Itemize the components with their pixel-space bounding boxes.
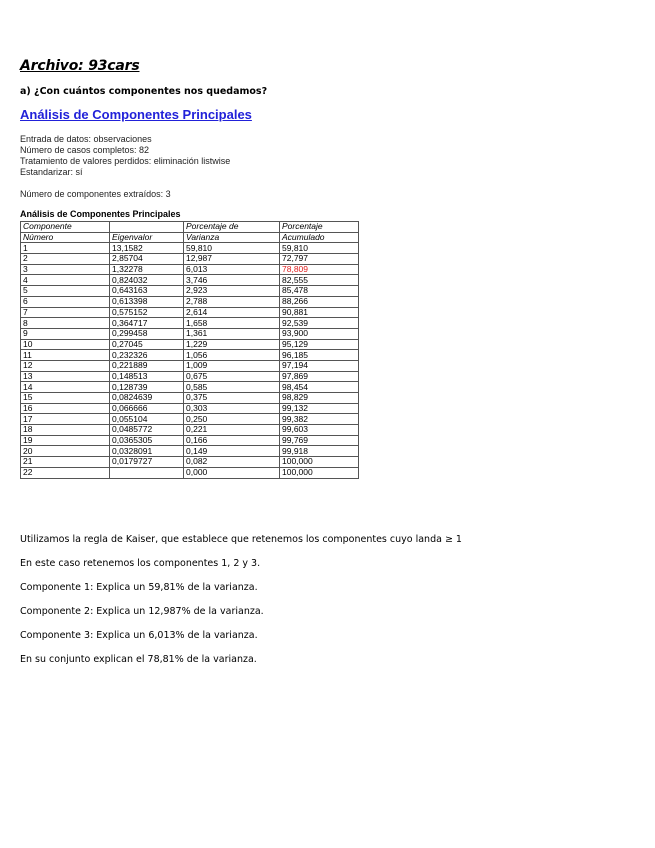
table-row — [21, 296, 359, 307]
table-cell: 2 — [21, 254, 110, 265]
components-extracted: Número de componentes extraídos: 3 — [20, 189, 171, 199]
meta-line-cases: Número de casos completos: 82 — [20, 145, 150, 155]
table-cell: 0,27045 — [110, 339, 184, 350]
table-cell: 7 — [21, 307, 110, 318]
retained-components-text: En este caso retenemos los componentes 1, 2 y 3. — [20, 558, 261, 569]
table-cell: 99,918 — [280, 446, 359, 457]
table-row — [21, 446, 359, 457]
table-cell: 98,829 — [280, 393, 359, 404]
table-cell: 3,746 — [184, 275, 280, 286]
table-cell: 3 — [21, 264, 110, 275]
table-cell: 0,824032 — [110, 275, 184, 286]
table-row — [21, 254, 359, 265]
table-cell: 19 — [21, 435, 110, 446]
table-cell: 15 — [21, 393, 110, 404]
table-row — [21, 243, 359, 254]
table-cell: 1,658 — [184, 318, 280, 329]
table-cell: 0,613398 — [110, 296, 184, 307]
table-cell: 9 — [21, 328, 110, 339]
table-cell — [110, 467, 184, 478]
table-row — [21, 264, 359, 275]
table-cell: 99,769 — [280, 435, 359, 446]
table-row — [21, 307, 359, 318]
table-cell: 1,009 — [184, 360, 280, 371]
meta-line-input: Entrada de datos: observaciones — [20, 134, 152, 144]
table-cell: 0,055104 — [110, 414, 184, 425]
table-cell: 16 — [21, 403, 110, 414]
component-2-text: Componente 2: Explica un 12,987% de la varianza. — [20, 606, 264, 617]
table-cell: 0,585 — [184, 382, 280, 393]
table-cell: 0,000 — [184, 467, 280, 478]
table-cell: 0,375 — [184, 393, 280, 404]
header-cell — [110, 222, 184, 233]
table-cell: 0,0824639 — [110, 393, 184, 404]
table-cell: 4 — [21, 275, 110, 286]
table-row — [21, 371, 359, 382]
meta-line-missing: Tratamiento de valores perdidos: eliminación listwise — [20, 156, 231, 166]
table-cell: 85,478 — [280, 286, 359, 297]
table-cell: 0,166 — [184, 435, 280, 446]
kaiser-rule-text: Utilizamos la regla de Kaiser, que establece que retenemos los componentes cuyo landa ≥ 1 — [20, 534, 462, 545]
table-cell: 99,132 — [280, 403, 359, 414]
table-cell: 0,575152 — [110, 307, 184, 318]
table-cell: 1,229 — [184, 339, 280, 350]
table-cell: 0,0485772 — [110, 425, 184, 436]
table-cell: 0,0365305 — [110, 435, 184, 446]
table-cell: 92,539 — [280, 318, 359, 329]
question-heading: a) ¿Con cuántos componentes nos quedamos? — [20, 86, 268, 97]
component-1-text: Componente 1: Explica un 59,81% de la varianza. — [20, 582, 258, 593]
file-title: Archivo: 93cars — [20, 58, 140, 74]
table-header-row — [21, 222, 359, 233]
table-cell: 22 — [21, 467, 110, 478]
table-row — [21, 286, 359, 297]
total-variance-text: En su conjunto explican el 78,81% de la varianza. — [20, 654, 257, 665]
table-cell: 0,149 — [184, 446, 280, 457]
header-cell: Eigenvalor — [110, 232, 184, 243]
table-row — [21, 350, 359, 361]
pca-table — [20, 221, 359, 479]
component-3-text: Componente 3: Explica un 6,013% de la varianza. — [20, 630, 258, 641]
table-row — [21, 403, 359, 414]
section-title-link[interactable]: Análisis de Componentes Principales — [20, 107, 252, 122]
table-cell: 6 — [21, 296, 110, 307]
table-cell: 0,643163 — [110, 286, 184, 297]
table-cell: 98,454 — [280, 382, 359, 393]
table-cell: 99,382 — [280, 414, 359, 425]
table-row — [21, 328, 359, 339]
table-cell: 6,013 — [184, 264, 280, 275]
table-cell: 12,987 — [184, 254, 280, 265]
table-cell: 8 — [21, 318, 110, 329]
table-row — [21, 318, 359, 329]
table-cell: 1,32278 — [110, 264, 184, 275]
table-cell: 2,788 — [184, 296, 280, 307]
table-row — [21, 382, 359, 393]
header-cell: Varianza — [184, 232, 280, 243]
table-row — [21, 457, 359, 468]
header-cell: Componente — [21, 222, 110, 233]
table-cell: 0,250 — [184, 414, 280, 425]
analysis-metadata — [20, 134, 230, 178]
table-cell: 5 — [21, 286, 110, 297]
header-cell: Acumulado — [280, 232, 359, 243]
table-cell: 0,221889 — [110, 360, 184, 371]
table-cell: 93,900 — [280, 328, 359, 339]
table-cell: 0,0179727 — [110, 457, 184, 468]
table-cell: 78,809 — [280, 264, 359, 275]
table-cell: 2,85704 — [110, 254, 184, 265]
table-cell: 0,232326 — [110, 350, 184, 361]
table-cell: 12 — [21, 360, 110, 371]
table-row — [21, 360, 359, 371]
table-cell: 0,066666 — [110, 403, 184, 414]
table-cell: 1 — [21, 243, 110, 254]
table-row — [21, 425, 359, 436]
table-title: Análisis de Componentes Principales — [20, 209, 181, 219]
table-cell: 96,185 — [280, 350, 359, 361]
table-cell: 2,923 — [184, 286, 280, 297]
table-cell: 0,082 — [184, 457, 280, 468]
table-cell: 100,000 — [280, 457, 359, 468]
table-row — [21, 339, 359, 350]
table-cell: 72,797 — [280, 254, 359, 265]
table-cell: 82,555 — [280, 275, 359, 286]
table-row — [21, 435, 359, 446]
table-cell: 100,000 — [280, 467, 359, 478]
header-cell: Porcentaje de — [184, 222, 280, 233]
table-cell: 97,869 — [280, 371, 359, 382]
table-cell: 97,194 — [280, 360, 359, 371]
table-cell: 0,221 — [184, 425, 280, 436]
table-cell: 18 — [21, 425, 110, 436]
table-cell: 0,128739 — [110, 382, 184, 393]
table-cell: 1,361 — [184, 328, 280, 339]
table-cell: 13,1582 — [110, 243, 184, 254]
table-cell: 95,129 — [280, 339, 359, 350]
table-header-row — [21, 232, 359, 243]
table-cell: 2,614 — [184, 307, 280, 318]
table-cell: 59,810 — [280, 243, 359, 254]
table-cell: 0,675 — [184, 371, 280, 382]
table-cell: 14 — [21, 382, 110, 393]
table-cell: 13 — [21, 371, 110, 382]
meta-line-standardize: Estandarizar: sí — [20, 167, 83, 177]
table-cell: 20 — [21, 446, 110, 457]
table-cell: 0,0328091 — [110, 446, 184, 457]
table-row — [21, 393, 359, 404]
header-cell: Número — [21, 232, 110, 243]
table-cell: 10 — [21, 339, 110, 350]
header-cell: Porcentaje — [280, 222, 359, 233]
table-cell: 17 — [21, 414, 110, 425]
table-cell: 59,810 — [184, 243, 280, 254]
table-row — [21, 275, 359, 286]
table-cell: 0,299458 — [110, 328, 184, 339]
table-row — [21, 467, 359, 478]
table-cell: 1,056 — [184, 350, 280, 361]
table-cell: 0,303 — [184, 403, 280, 414]
table-cell: 0,148513 — [110, 371, 184, 382]
table-cell: 90,881 — [280, 307, 359, 318]
table-cell: 21 — [21, 457, 110, 468]
table-cell: 11 — [21, 350, 110, 361]
table-row — [21, 414, 359, 425]
table-cell: 0,364717 — [110, 318, 184, 329]
table-cell: 99,603 — [280, 425, 359, 436]
table-cell: 88,266 — [280, 296, 359, 307]
